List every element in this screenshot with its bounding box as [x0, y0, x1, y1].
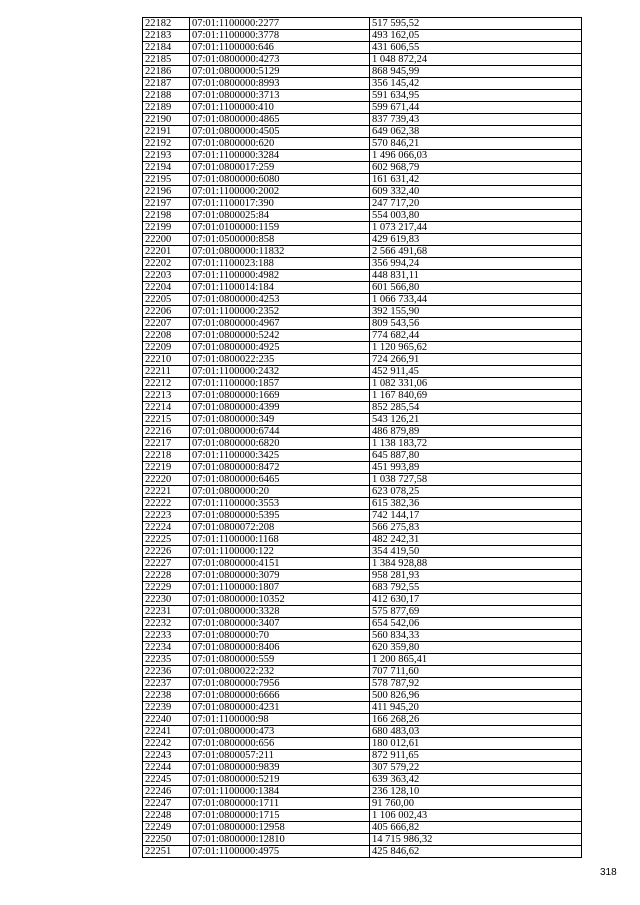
cadastral-value: 724 266,91 [370, 354, 582, 366]
table-row [143, 138, 582, 150]
cadastral-value: 566 275,83 [370, 522, 582, 534]
cadastral-number: 07:01:1100000:646 [190, 42, 370, 54]
cadastral-number: 07:01:0800000:5395 [190, 510, 370, 522]
row-number: 22198 [143, 210, 190, 222]
table-row [143, 210, 582, 222]
cadastral-number: 07:01:0500000:858 [190, 234, 370, 246]
cadastral-number: 07:01:1100000:98 [190, 714, 370, 726]
cadastral-number: 07:01:0800000:11832 [190, 246, 370, 258]
cadastral-value: 1 200 865,41 [370, 654, 582, 666]
table-row [143, 162, 582, 174]
table-row [143, 594, 582, 606]
row-number: 22186 [143, 66, 190, 78]
cadastral-value: 405 666,82 [370, 822, 582, 834]
cadastral-value: 707 711,60 [370, 666, 582, 678]
table-row [143, 462, 582, 474]
cadastral-number: 07:01:0800000:5129 [190, 66, 370, 78]
cadastral-number: 07:01:0800000:20 [190, 486, 370, 498]
cadastral-number: 07:01:0800000:4865 [190, 114, 370, 126]
cadastral-number: 07:01:0800000:3713 [190, 90, 370, 102]
cadastral-number: 07:01:1100000:410 [190, 102, 370, 114]
cadastral-value: 431 606,55 [370, 42, 582, 54]
row-number: 22248 [143, 810, 190, 822]
cadastral-value: 392 155,90 [370, 306, 582, 318]
cadastral-value: 1 038 727,58 [370, 474, 582, 486]
table-row [143, 762, 582, 774]
table-row [143, 258, 582, 270]
table-row [143, 354, 582, 366]
cadastral-value: 1 120 965,62 [370, 342, 582, 354]
cadastral-value: 872 911,65 [370, 750, 582, 762]
table-row [143, 30, 582, 42]
cadastral-number: 07:01:0800000:3328 [190, 606, 370, 618]
cadastral-number: 07:01:0800000:656 [190, 738, 370, 750]
cadastral-value: 500 826,96 [370, 690, 582, 702]
table-row [143, 198, 582, 210]
row-number: 22201 [143, 246, 190, 258]
cadastral-number: 07:01:1100000:3553 [190, 498, 370, 510]
cadastral-number: 07:01:0800000:5219 [190, 774, 370, 786]
row-number: 22236 [143, 666, 190, 678]
row-number: 22188 [143, 90, 190, 102]
cadastral-value: 1 082 331,06 [370, 378, 582, 390]
cadastral-value: 1 384 928,88 [370, 558, 582, 570]
row-number: 22211 [143, 366, 190, 378]
table-row [143, 654, 582, 666]
table-row [143, 282, 582, 294]
table-row [143, 390, 582, 402]
row-number: 22218 [143, 450, 190, 462]
cadastral-value: 1 106 002,43 [370, 810, 582, 822]
cadastral-number: 07:01:0800025:84 [190, 210, 370, 222]
row-number: 22246 [143, 786, 190, 798]
cadastral-number: 07:01:0800000:7956 [190, 678, 370, 690]
table-row [143, 474, 582, 486]
cadastral-value: 411 945,20 [370, 702, 582, 714]
row-number: 22212 [143, 378, 190, 390]
row-number: 22208 [143, 330, 190, 342]
row-number: 22227 [143, 558, 190, 570]
table-row [143, 306, 582, 318]
cadastral-value: 412 630,17 [370, 594, 582, 606]
table-row [143, 786, 582, 798]
row-number: 22206 [143, 306, 190, 318]
row-number: 22199 [143, 222, 190, 234]
cadastral-number: 07:01:0800017:259 [190, 162, 370, 174]
table-row [143, 402, 582, 414]
row-number: 22192 [143, 138, 190, 150]
cadastral-number: 07:01:1100000:2002 [190, 186, 370, 198]
table-row [143, 726, 582, 738]
row-number: 22191 [143, 126, 190, 138]
cadastral-value: 868 945,99 [370, 66, 582, 78]
cadastral-number: 07:01:0800000:5242 [190, 330, 370, 342]
table-row [143, 78, 582, 90]
cadastral-value: 680 483,03 [370, 726, 582, 738]
cadastral-value: 683 792,55 [370, 582, 582, 594]
table-row [143, 426, 582, 438]
table-row [143, 570, 582, 582]
cadastral-value: 356 145,42 [370, 78, 582, 90]
table-row [143, 666, 582, 678]
row-number: 22203 [143, 270, 190, 282]
table-row [143, 822, 582, 834]
row-number: 22210 [143, 354, 190, 366]
cadastral-number: 07:01:1100000:1807 [190, 582, 370, 594]
table-row [143, 222, 582, 234]
table-row [143, 498, 582, 510]
table-row [143, 738, 582, 750]
cadastral-number: 07:01:1100000:2277 [190, 18, 370, 30]
cadastral-number: 07:01:0800000:559 [190, 654, 370, 666]
cadastral-number: 07:01:0800000:4151 [190, 558, 370, 570]
row-number: 22237 [143, 678, 190, 690]
cadastral-number: 07:01:0800057:211 [190, 750, 370, 762]
cadastral-number: 07:01:0800000:3407 [190, 618, 370, 630]
cadastral-value: 623 078,25 [370, 486, 582, 498]
row-number: 22196 [143, 186, 190, 198]
cadastral-value: 837 739,43 [370, 114, 582, 126]
table-row [143, 18, 582, 30]
cadastral-value: 482 242,31 [370, 534, 582, 546]
row-number: 22225 [143, 534, 190, 546]
table-row [143, 690, 582, 702]
cadastral-number: 07:01:0800000:4505 [190, 126, 370, 138]
cadastral-value: 429 619,83 [370, 234, 582, 246]
cadastral-number: 07:01:0800000:6744 [190, 426, 370, 438]
row-number: 22217 [143, 438, 190, 450]
row-number: 22232 [143, 618, 190, 630]
table-row [143, 702, 582, 714]
cadastral-number: 07:01:0800000:12958 [190, 822, 370, 834]
row-number: 22205 [143, 294, 190, 306]
table-row [143, 582, 582, 594]
table-row [143, 126, 582, 138]
row-number: 22226 [143, 546, 190, 558]
row-number: 22235 [143, 654, 190, 666]
cadastral-value: 645 887,80 [370, 450, 582, 462]
cadastral-value: 1 048 872,24 [370, 54, 582, 66]
cadastral-number: 07:01:0800000:6080 [190, 174, 370, 186]
row-number: 22222 [143, 498, 190, 510]
cadastral-number: 07:01:1100000:122 [190, 546, 370, 558]
cadastral-value: 609 332,40 [370, 186, 582, 198]
cadastral-value: 1 066 733,44 [370, 294, 582, 306]
cadastral-number: 07:01:0800000:6666 [190, 690, 370, 702]
row-number: 22197 [143, 198, 190, 210]
row-number: 22187 [143, 78, 190, 90]
table-row [143, 750, 582, 762]
table-row [143, 150, 582, 162]
cadastral-value: 448 831,11 [370, 270, 582, 282]
row-number: 22189 [143, 102, 190, 114]
cadastral-value: 1 167 840,69 [370, 390, 582, 402]
cadastral-number: 07:01:0800000:349 [190, 414, 370, 426]
table-row [143, 54, 582, 66]
cadastral-value: 591 634,95 [370, 90, 582, 102]
cadastral-value: 1 496 066,03 [370, 150, 582, 162]
table-row [143, 630, 582, 642]
row-number: 22200 [143, 234, 190, 246]
row-number: 22239 [143, 702, 190, 714]
cadastral-number: 07:01:0800000:4273 [190, 54, 370, 66]
row-number: 22241 [143, 726, 190, 738]
cadastral-value: 354 419,50 [370, 546, 582, 558]
table-row [143, 102, 582, 114]
cadastral-value: 575 877,69 [370, 606, 582, 618]
cadastral-value: 958 281,93 [370, 570, 582, 582]
row-number: 22182 [143, 18, 190, 30]
cadastral-number: 07:01:0800000:4253 [190, 294, 370, 306]
row-number: 22234 [143, 642, 190, 654]
row-number: 22238 [143, 690, 190, 702]
cadastral-value: 554 003,80 [370, 210, 582, 222]
cadastral-number: 07:01:0800000:8472 [190, 462, 370, 474]
table-row [143, 714, 582, 726]
row-number: 22220 [143, 474, 190, 486]
cadastral-number: 07:01:1100014:184 [190, 282, 370, 294]
table-row [143, 234, 582, 246]
cadastral-number: 07:01:0800000:8406 [190, 642, 370, 654]
cadastral-number: 07:01:0800000:1711 [190, 798, 370, 810]
cadastral-value: 599 671,44 [370, 102, 582, 114]
cadastral-value: 578 787,92 [370, 678, 582, 690]
table-row [143, 522, 582, 534]
table-row [143, 774, 582, 786]
cadastral-value: 1 073 217,44 [370, 222, 582, 234]
row-number: 22242 [143, 738, 190, 750]
cadastral-value: 615 382,36 [370, 498, 582, 510]
row-number: 22190 [143, 114, 190, 126]
cadastral-value: 560 834,33 [370, 630, 582, 642]
cadastral-value: 451 993,89 [370, 462, 582, 474]
cadastral-number: 07:01:0800022:232 [190, 666, 370, 678]
cadastral-number: 07:01:0800000:12810 [190, 834, 370, 846]
cadastral-value: 91 760,00 [370, 798, 582, 810]
cadastral-value: 452 911,45 [370, 366, 582, 378]
row-number: 22183 [143, 30, 190, 42]
row-number: 22215 [143, 414, 190, 426]
row-number: 22209 [143, 342, 190, 354]
row-number: 22245 [143, 774, 190, 786]
table-row [143, 90, 582, 102]
cadastral-number: 07:01:0800022:235 [190, 354, 370, 366]
table-row [143, 414, 582, 426]
cadastral-number: 07:01:0800000:473 [190, 726, 370, 738]
cadastral-number: 07:01:1100000:1384 [190, 786, 370, 798]
cadastral-number: 07:01:0100000:1159 [190, 222, 370, 234]
table-row [143, 618, 582, 630]
cadastral-value: 356 994,24 [370, 258, 582, 270]
table-row [143, 510, 582, 522]
cadastral-value: 425 846,62 [370, 846, 582, 858]
cadastral-number: 07:01:0800000:70 [190, 630, 370, 642]
cadastral-number: 07:01:0800000:3079 [190, 570, 370, 582]
cadastral-value: 14 715 986,32 [370, 834, 582, 846]
row-number: 22202 [143, 258, 190, 270]
cadastral-value: 774 682,44 [370, 330, 582, 342]
table-row [143, 114, 582, 126]
row-number: 22243 [143, 750, 190, 762]
cadastral-number: 07:01:1100000:4975 [190, 846, 370, 858]
row-number: 22213 [143, 390, 190, 402]
row-number: 22194 [143, 162, 190, 174]
cadastral-value: 166 268,26 [370, 714, 582, 726]
cadastral-number: 07:01:1100000:1857 [190, 378, 370, 390]
cadastral-value: 809 543,56 [370, 318, 582, 330]
cadastral-number: 07:01:0800000:9839 [190, 762, 370, 774]
table-row [143, 798, 582, 810]
cadastral-number: 07:01:0800000:4925 [190, 342, 370, 354]
table-row [143, 450, 582, 462]
cadastral-value: 161 631,42 [370, 174, 582, 186]
table-row [143, 294, 582, 306]
row-number: 22193 [143, 150, 190, 162]
table-row [143, 834, 582, 846]
table-row [143, 318, 582, 330]
cadastral-number: 07:01:0800072:208 [190, 522, 370, 534]
table-row [143, 534, 582, 546]
cadastral-value: 649 062,38 [370, 126, 582, 138]
cadastral-number: 07:01:0800000:8993 [190, 78, 370, 90]
table-row [143, 186, 582, 198]
cadastral-number: 07:01:1100000:1168 [190, 534, 370, 546]
row-number: 22230 [143, 594, 190, 606]
cadastral-value: 543 126,21 [370, 414, 582, 426]
cadastral-value: 570 846,21 [370, 138, 582, 150]
cadastral-number: 07:01:1100000:3778 [190, 30, 370, 42]
cadastral-value: 742 144,17 [370, 510, 582, 522]
row-number: 22249 [143, 822, 190, 834]
cadastral-value: 1 138 183,72 [370, 438, 582, 450]
cadastral-number: 07:01:0800000:6465 [190, 474, 370, 486]
row-number: 22251 [143, 846, 190, 858]
table-row [143, 678, 582, 690]
row-number: 22231 [143, 606, 190, 618]
cadastral-value: 601 566,80 [370, 282, 582, 294]
cadastral-value: 620 359,80 [370, 642, 582, 654]
cadastral-number: 07:01:1100000:2352 [190, 306, 370, 318]
row-number: 22250 [143, 834, 190, 846]
cadastral-value-table [142, 17, 582, 858]
row-number: 22233 [143, 630, 190, 642]
cadastral-number: 07:01:0800000:1715 [190, 810, 370, 822]
row-number: 22219 [143, 462, 190, 474]
table-row [143, 246, 582, 258]
table-row [143, 438, 582, 450]
cadastral-value: 517 595,52 [370, 18, 582, 30]
cadastral-value: 852 285,54 [370, 402, 582, 414]
table-row [143, 66, 582, 78]
cadastral-value: 639 363,42 [370, 774, 582, 786]
cadastral-number: 07:01:0800000:6820 [190, 438, 370, 450]
cadastral-number: 07:01:1100017:390 [190, 198, 370, 210]
row-number: 22185 [143, 54, 190, 66]
row-number: 22223 [143, 510, 190, 522]
row-number: 22214 [143, 402, 190, 414]
row-number: 22224 [143, 522, 190, 534]
row-number: 22184 [143, 42, 190, 54]
row-number: 22229 [143, 582, 190, 594]
cadastral-number: 07:01:0800000:1669 [190, 390, 370, 402]
cadastral-number: 07:01:0800000:620 [190, 138, 370, 150]
cadastral-number: 07:01:1100023:188 [190, 258, 370, 270]
cadastral-value: 2 566 491,68 [370, 246, 582, 258]
row-number: 22207 [143, 318, 190, 330]
cadastral-value: 654 542,06 [370, 618, 582, 630]
row-number: 22204 [143, 282, 190, 294]
cadastral-number: 07:01:0800000:4399 [190, 402, 370, 414]
cadastral-number: 07:01:1100000:3284 [190, 150, 370, 162]
table-row [143, 330, 582, 342]
cadastral-number: 07:01:1100000:4982 [190, 270, 370, 282]
cadastral-value: 307 579,22 [370, 762, 582, 774]
cadastral-number: 07:01:1100000:3425 [190, 450, 370, 462]
table-row [143, 546, 582, 558]
table-row [143, 270, 582, 282]
page-number: 318 [600, 867, 617, 878]
table-row [143, 810, 582, 822]
table-row [143, 486, 582, 498]
table-row [143, 606, 582, 618]
row-number: 22228 [143, 570, 190, 582]
table-row [143, 366, 582, 378]
cadastral-value: 493 162,05 [370, 30, 582, 42]
row-number: 22216 [143, 426, 190, 438]
cadastral-value: 236 128,10 [370, 786, 582, 798]
table-row [143, 558, 582, 570]
table-row [143, 342, 582, 354]
table-row [143, 42, 582, 54]
cadastral-value: 247 717,20 [370, 198, 582, 210]
cadastral-number: 07:01:0800000:4231 [190, 702, 370, 714]
row-number: 22221 [143, 486, 190, 498]
row-number: 22244 [143, 762, 190, 774]
cadastral-value: 180 012,61 [370, 738, 582, 750]
table-row [143, 846, 582, 858]
table-row [143, 378, 582, 390]
cadastral-number: 07:01:0800000:4967 [190, 318, 370, 330]
row-number: 22195 [143, 174, 190, 186]
cadastral-number: 07:01:0800000:10352 [190, 594, 370, 606]
table-row [143, 642, 582, 654]
table-body [143, 18, 582, 858]
cadastral-value: 486 879,89 [370, 426, 582, 438]
cadastral-number: 07:01:1100000:2432 [190, 366, 370, 378]
cadastral-value: 602 968,79 [370, 162, 582, 174]
row-number: 22240 [143, 714, 190, 726]
table-row [143, 174, 582, 186]
row-number: 22247 [143, 798, 190, 810]
